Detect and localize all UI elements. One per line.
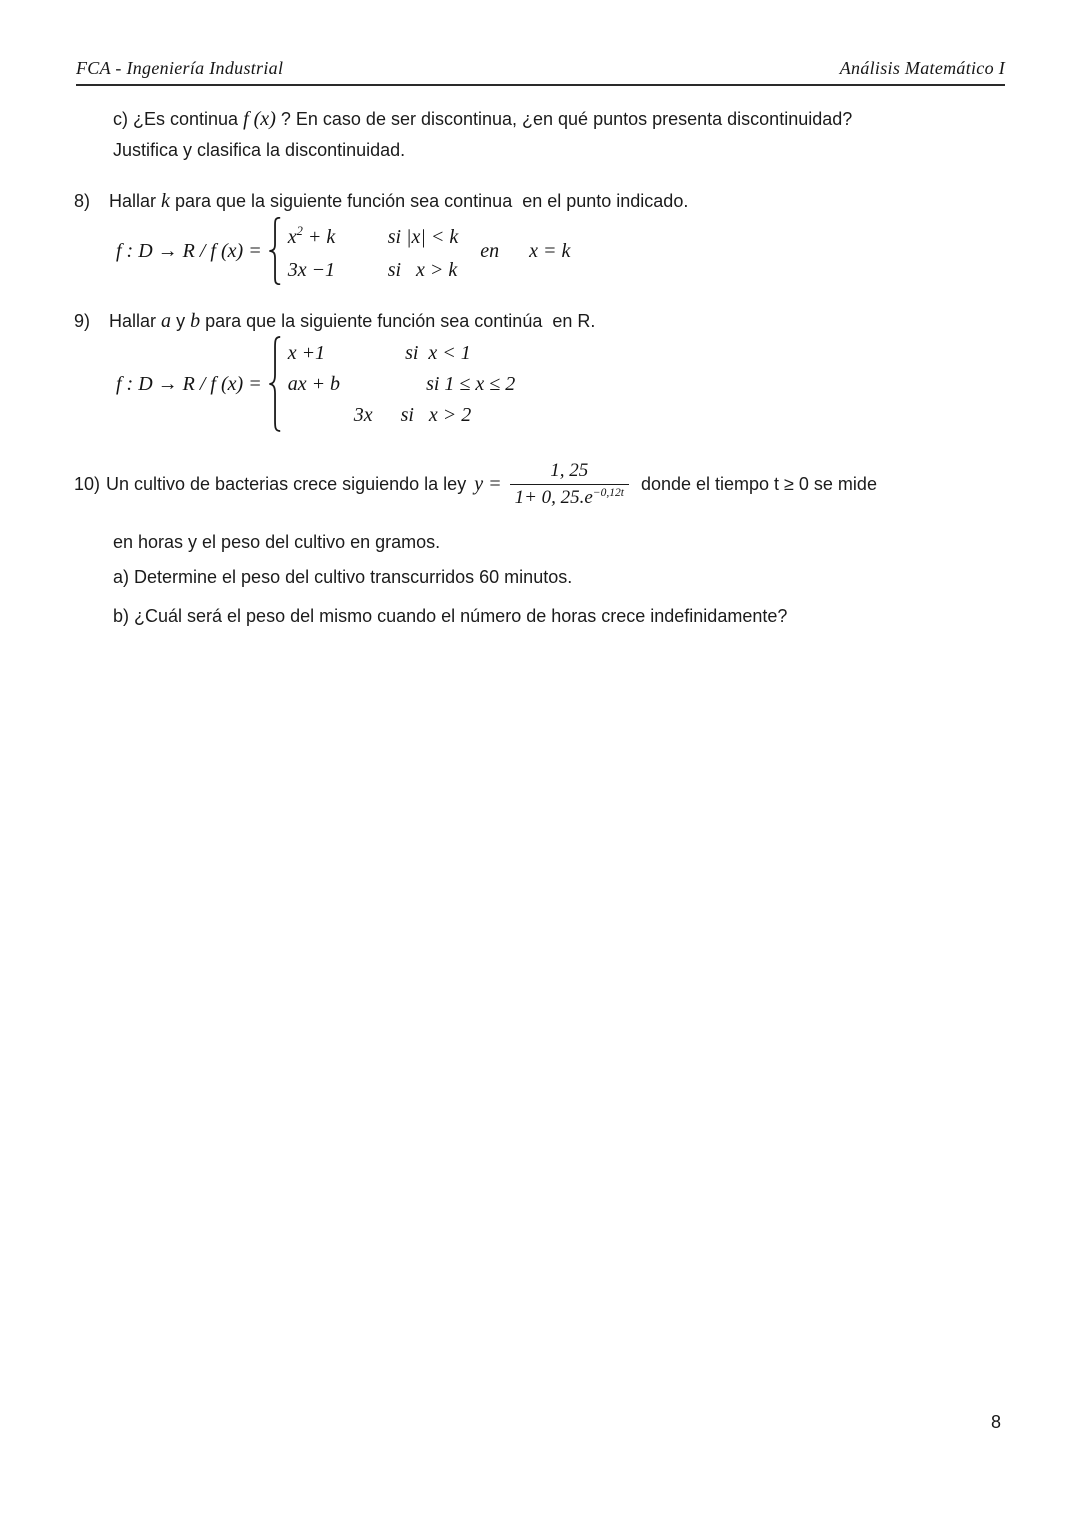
item-c-math-fx: f (x) — [243, 108, 276, 130]
formula-9-case-3-expr: 3x — [353, 403, 373, 426]
formula-8-case-1-base: x — [287, 226, 297, 248]
left-brace-icon — [268, 336, 283, 432]
exercise-item-c — [113, 104, 1018, 166]
exercise-8-text-after: para que la siguiente función sea continua en el punto indicado. — [174, 191, 689, 211]
exercise-9-var-b: b — [190, 310, 201, 332]
exercise-9-statement — [74, 310, 595, 333]
exercise-10-item-b-text: b) ¿Cuál será el peso del mismo cuando el número de horas crece indefinidamente? — [113, 606, 788, 626]
exercise-10-label: 10) — [74, 473, 101, 494]
formula-8-point: x = k — [529, 239, 571, 262]
formula-9-cases — [288, 338, 516, 431]
formula-9-case-1-expr: x +1 — [287, 341, 326, 364]
formula-10-exponent: −0,12t — [592, 486, 624, 499]
formula-10-numerator: 1, 25 — [550, 459, 589, 481]
exercise-8-label: 8) — [74, 191, 91, 211]
header-faculty: FCA - Ingeniería Industrial — [76, 58, 284, 78]
exercise-10-statement — [74, 448, 877, 520]
exercise-8-statement — [74, 190, 688, 213]
formula-8-case-1-condition: si |x| < k — [387, 226, 459, 248]
formula-9-case-3-condition: si x > 2 — [400, 403, 472, 426]
formula-10-fraction — [510, 460, 629, 509]
formula-8-case-1-exponent: 2 — [296, 224, 303, 238]
exercise-10-text-before: Un cultivo de bacterias crece siguiendo la ley — [106, 473, 467, 494]
formula-9-prefix: f : D → R / f (x) = — [116, 372, 262, 395]
left-brace-icon — [268, 217, 283, 285]
exercise-9-text-mid: y — [176, 311, 186, 331]
formula-9-case-2-condition: si 1 ≤ x ≤ 2 — [426, 372, 516, 395]
formula-9-case-2-expr: ax + b — [287, 372, 341, 395]
formula-9-case-1 — [288, 338, 516, 369]
formula-9-case-1-condition: si x < 1 — [405, 341, 471, 364]
exercise-9-text-after: para que la siguiente función sea continúa en R. — [205, 311, 596, 331]
formula-8-case-1-rest: + k — [302, 226, 336, 248]
formula-8-en: en — [480, 239, 500, 262]
item-c-text-before: ¿Es continua — [133, 109, 239, 129]
formula-8-case-1-expr — [288, 215, 374, 254]
formula-8-prefix: f : D → R / f (x) = — [116, 239, 262, 262]
formula-8-case-2-condition: si x > k — [387, 259, 458, 281]
exercise-9-text-before: Hallar — [109, 311, 157, 331]
exercise-8-formula — [116, 214, 570, 288]
exercise-10-text-after: donde el tiempo t ≥ 0 se mide — [640, 473, 877, 494]
exercise-9-label: 9) — [74, 311, 91, 331]
item-c-label: c) — [113, 109, 128, 129]
exercise-9-var-a: a — [161, 310, 172, 332]
item-c-text-after: ? En caso de ser discontinua, ¿en qué puntos presenta discontinuidad? — [280, 109, 853, 129]
formula-9-case-2 — [288, 369, 516, 400]
exercise-8-text-before: Hallar — [109, 191, 157, 211]
formula-8-case-2-expr: 3x −1 — [287, 259, 336, 281]
exercise-10-line2 — [113, 532, 440, 553]
exercise-10-item-b — [113, 606, 787, 627]
exercise-10-line2-text: en horas y el peso del cultivo en gramos. — [113, 532, 441, 552]
item-c-line2: Justifica y clasifica la discontinuidad. — [113, 140, 406, 160]
formula-10-denominator — [510, 484, 629, 509]
page-header — [76, 58, 1005, 86]
formula-8-case-1 — [288, 215, 459, 254]
exercise-10-item-a-text: a) Determine el peso del cultivo transcurridos 60 minutos. — [113, 567, 573, 587]
header-subject: Análisis Matemático I — [839, 58, 1005, 78]
exercise-10-item-a — [113, 567, 572, 588]
formula-9-case-3 — [288, 400, 516, 431]
exercise-9-formula — [116, 334, 515, 434]
formula-10-denominator-base: 1+ 0, 25.e — [514, 486, 593, 508]
formula-10-y-equals: y = — [474, 472, 502, 495]
formula-8-cases — [288, 215, 459, 287]
formula-8-case-2 — [288, 254, 459, 287]
page-number: 8 — [991, 1412, 1002, 1432]
exercise-8-var-k: k — [161, 190, 170, 212]
